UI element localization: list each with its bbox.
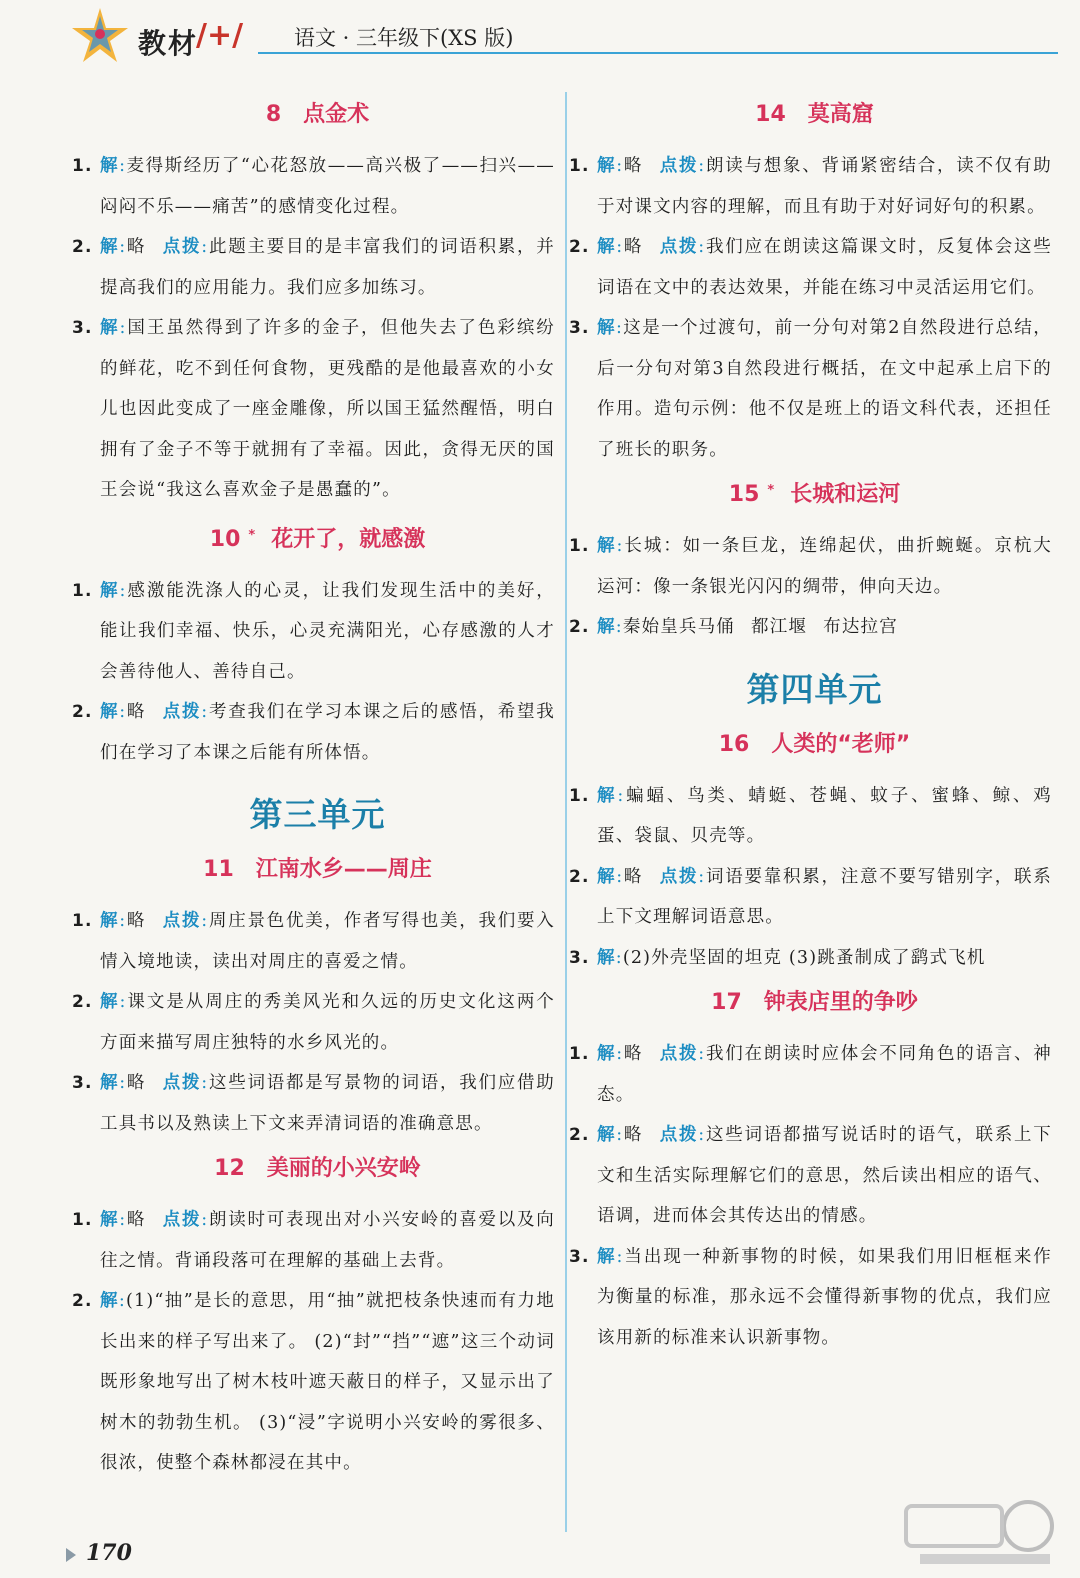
page-arrow-icon — [66, 1548, 76, 1562]
answer-item: 1. 解:略 点拨:我们在朗读时应体会不同角色的语言、神态。 — [569, 1044, 1053, 1105]
answer-item: 3. 解:(2)外壳坚固的坦克 (3)跳蚤制成了鹞式飞机 — [569, 947, 986, 968]
answer-item: 2. 解:略 点拨:我们应在朗读这篇课文时，反复体会这些词语在文中的表达效果，并能在练习中灵活运用它们。 — [569, 237, 1053, 298]
page-header — [0, 0, 1080, 70]
answer-item: 2. 解:课文是从周庄的秀美风光和久远的历史文化这两个方面来描写周庄独特的水乡风光的。 — [72, 992, 556, 1053]
page-number: 170 — [86, 1540, 132, 1566]
answer-item: 1. 解:长城：如一条巨龙，连绵起伏，曲折蜿蜒。京杭大运河：像一条银光闪闪的绸带，伸向天边。 — [569, 536, 1053, 597]
lesson-11-title: 11 江南水乡——周庄 — [203, 857, 432, 882]
brand-title: 教材 — [138, 27, 199, 60]
lesson-8-title: 8 点金术 — [265, 102, 370, 127]
answer-item: 2. 解:略 点拨:词语要靠积累，注意不要写错别字，联系上下文理解词语意思。 — [569, 866, 1053, 927]
header-rule — [258, 52, 1058, 54]
unit-3-heading: 第三单元 — [249, 795, 386, 834]
column-divider — [565, 92, 567, 1532]
answer-item: 2. 解:略 点拨:考查我们在学习本课之后的感悟，希望我们在学习了本课之后能有所体悟。 — [72, 702, 556, 763]
answer-item: 2. 解:秦始皇兵马俑 都江堰 布达拉宫 — [569, 617, 898, 637]
right-column — [569, 90, 1053, 1358]
lesson-17-title: 17 钟表店里的争吵 — [711, 990, 918, 1015]
brand-suffix: /+/ — [196, 18, 244, 53]
answer-item: 2. 解:略 点拨:此题主要目的是丰富我们的词语积累，并提高我们的应用能力。我们应多加练习。 — [72, 237, 556, 298]
answer-item: 3. 解:这是一个过渡句，前一分句对第2自然段进行总结，后一分句对第3自然段进行概括，在文中起承上启下的作用。造句示例：他不仅是班上的语文科代表，还担任了班长的职务。 — [569, 318, 1053, 460]
watermark-logo-icon — [900, 1496, 1060, 1570]
unit-4-heading: 第四单元 — [746, 669, 883, 709]
answer-item: 1. 解:略 点拨:朗读时可表现出对小兴安岭的喜爱以及向往之情。背诵段落可在理解的基础上去背。 — [72, 1210, 556, 1271]
star-logo-icon — [70, 6, 130, 66]
answer-item: 1. 解:感激能洗涤人的心灵，让我们发现生活中的美好，能让我们幸福、快乐，心灵充满阳光，心存感激的人才会善待他人、善待自己。 — [72, 580, 556, 682]
answer-item: 1. 解:略 点拨:周庄景色优美，作者写得也美，我们要入情入境地读，读出对周庄的喜爱之情。 — [72, 911, 556, 972]
answer-item: 3. 解:国王虽然得到了许多的金子，但他失去了色彩缤纷的鲜花，吃不到任何食物，更残酷的是他最喜欢的小女儿也因此变成了一座金雕像，所以国王猛然醒悟，明白拥有了金子不等于就拥有了幸福。因此，贪得无厌的国王会说“我这么喜欢金子是愚蠢的”。 — [72, 318, 556, 500]
subject-title: 语文 · 三年级下(XS 版) — [294, 26, 514, 50]
answer-item: 3. 解:当出现一种新事物的时候，如果我们用旧框框来作为衡量的标准，那永远不会懂得新事物的优点，我们应该用新的标准来认识新事物。 — [569, 1246, 1053, 1348]
answer-item: 3. 解:略 点拨:这些词语都是写景物的词语，我们应借助工具书以及熟读上下文来弄清词语的准确意思。 — [72, 1073, 556, 1134]
lesson-15-title: 15 * 长城和运河 — [728, 482, 901, 507]
answer-item: 2. 解:(1)“抽”是长的意思，用“抽”就把枝条快速而有力地长出来的样子写出来了。 (2)“封”“挡”“遮”这三个动词既形象地写出了树木枝叶遮天蔽日的样子，又显示出了树木的勃勃生机。 (3)“浸”字说明小兴安岭的雾很多、很浓，使整个森林都浸在其中。 — [72, 1291, 555, 1473]
lesson-16-title: 16 人类的“老师” — [718, 731, 911, 757]
answer-item: 2. 解:略 点拨:这些词语都描写说话时的语气，联系上下文和生活实际理解它们的意思，然后读出相应的语气、语调，进而体会其传达出的情感。 — [569, 1125, 1053, 1226]
lesson-12-title: 12 美丽的小兴安岭 — [214, 1156, 421, 1181]
answer-item: 1. 解:蝙蝠、鸟类、蜻蜓、苍蝇、蚊子、蜜蜂、鲸、鸡蛋、袋鼠、贝壳等。 — [569, 785, 1052, 846]
lesson-14-title: 14 莫高窟 — [755, 102, 874, 127]
answer-item: 1. 解:麦得斯经历了“心花怒放——高兴极了——扫兴——闷闷不乐——痛苦”的感情变化过程。 — [72, 156, 556, 217]
left-column — [72, 90, 556, 1484]
answer-item: 1. 解:略 点拨:朗读与想象、背诵紧密结合，读不仅有助于对课文内容的理解，而且有助于对好词好句的积累。 — [569, 156, 1053, 217]
lesson-10-title: 10 * 花开了，就感激 — [209, 526, 426, 552]
